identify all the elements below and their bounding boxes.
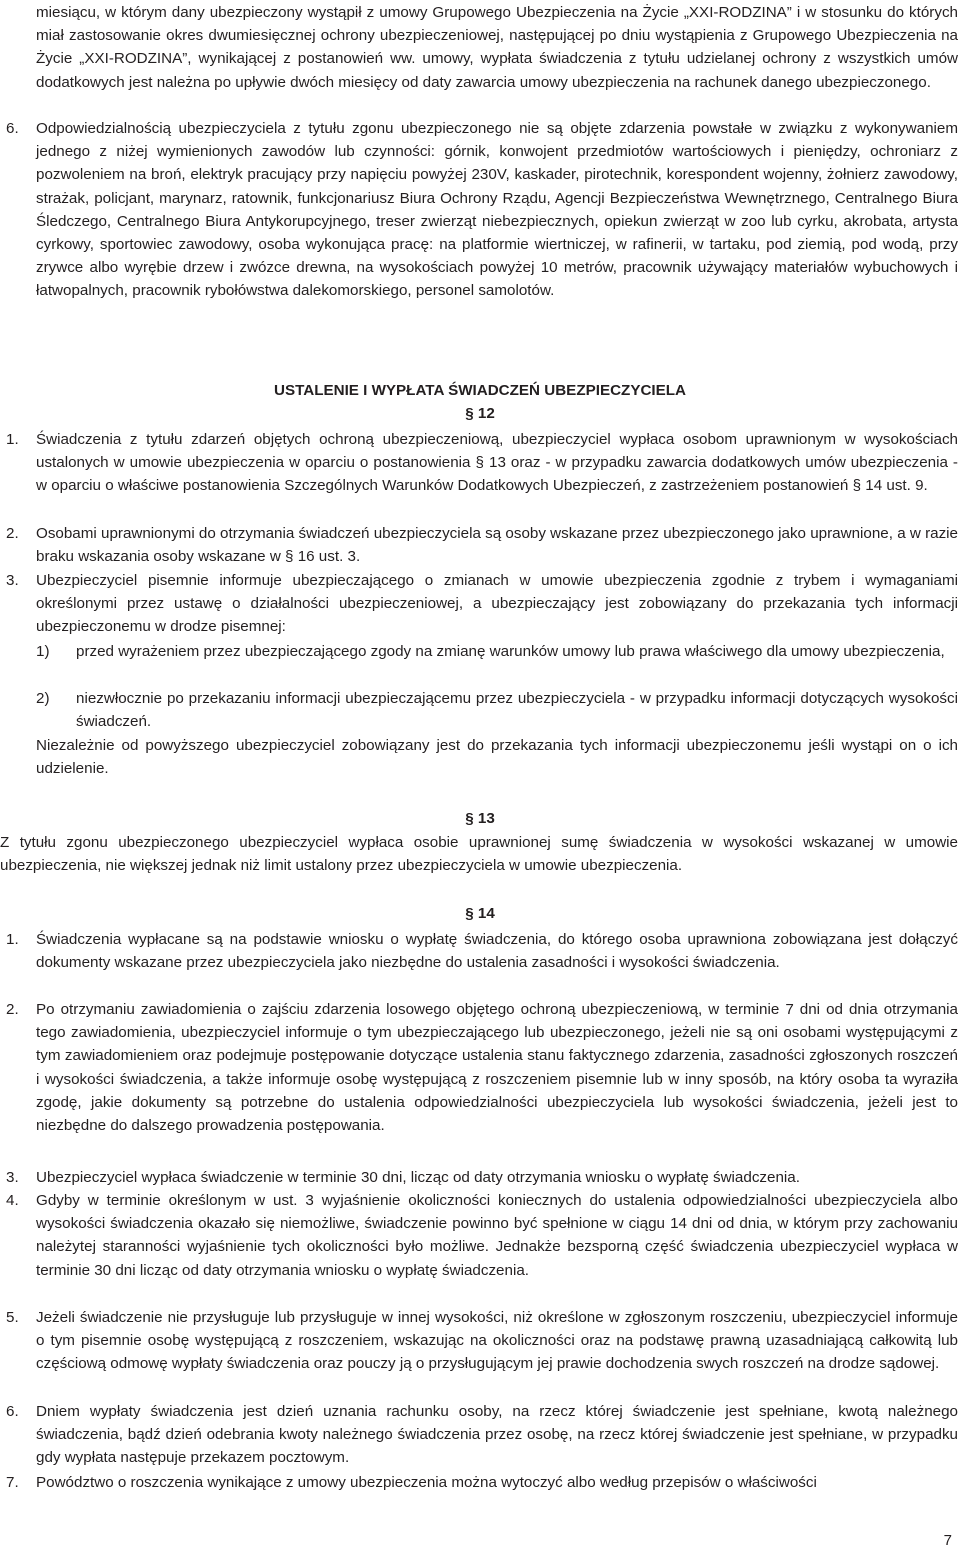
list-item-6 xyxy=(6,117,958,357)
item-text: Jeżeli świadczenie nie przysługuje lub przysługuje w innej wysokości, niż określone w zgłoszonym roszczeniu, ubezpieczyciel informuje o tym pisemnie osobę występującą z roszczeniem, wskazując na okoliczności oraz na podstawę prawną uzasadniającą całkowitą lub częściową odmowę wypłaty świadczenia oraz pouczy ją o przysługującym jej prawie dochodzenia swych roszczeń na drodze sądowej. xyxy=(36,1309,958,1373)
item-text: Ubezpieczyciel pisemnie informuje ubezpieczającego o zmianach w umowie ubezpieczenia zgodnie z trybem i wymaganiami określonymi przez ustawę o działalności ubezpieczeniowej, a ubezpieczający jest zobowiązany do przekazania tych informacji ubezpieczonemu w drodze pisemnej: xyxy=(36,572,958,636)
s14-item-6 xyxy=(6,1400,958,1472)
subitem-text: niezwłocznie po przekazaniu informacji ubezpieczającemu przez ubezpieczyciela - w przypadku informacji dotyczących wysokości świadczeń. xyxy=(76,690,958,731)
item-number: 3. xyxy=(6,572,19,589)
s14-item-3 xyxy=(6,1166,958,1190)
s14-item-1 xyxy=(6,928,958,1000)
s14-item-5 xyxy=(6,1306,958,1402)
item-text: Gdyby w terminie określonym w ust. 3 wyjaśnienie okoliczności koniecznych do ustalenia odpowiedzialności ubezpieczyciela albo wysokości świadczenia okazało się niemożliwe, świadczenie powinno być spełnione w ciągu 14 dni od dnia, w którym przy zachowaniu należytej staranności wyjaśnienie tych okoliczności było możliwe. Jednakże bezsporną część świadczenia ubezpieczyciel wypłaca w terminie 30 dni licząc od daty otrzymania wniosku o wypłatę świadczenia. xyxy=(36,1192,958,1279)
item-text: Osobami uprawnionymi do otrzymania świadczeń ubezpieczyciela są osoby wskazane przez ubezpieczonego jako uprawnione, a w razie braku wskazania osoby wskazane w § 16 ust. 3. xyxy=(36,525,958,566)
section-heading: USTALENIE I WYPŁATA ŚWIADCZEŃ UBEZPIECZYCIELA xyxy=(273,382,687,399)
paragraph-mark-12: § 12 xyxy=(465,405,495,422)
s12-subitem-2 xyxy=(36,687,958,735)
s12-item-3 xyxy=(6,569,958,641)
item-number: 2. xyxy=(6,1001,19,1018)
item-text: Odpowiedzialnością ubezpieczyciela z tytułu zgonu ubezpieczonego nie są objęte zdarzenia powstałe w związku z wykonywaniem jednego z niżej wymienionych zawodów lub czynności: górnik, konwojent przedmiotów wartościowych i pieniędzy, ochroniarz z pozwoleniem na broń, elektryk pracujący przy napięciu powyżej 230V, kaskader, pirotechnik, korespondent wojenny, żołnierz zawodowy, strażak, policjant, marynarz, ratownik, funkcjonariusz Biura Ochrony Rządu, Agencji Bezpieczeństwa Wewnętrznego, Centralnego Biura Śledczego, Centralnego Biura Antykorupcyjnego, treser zwierząt niebezpiecznych, opiekun zwierząt w zoo lub cyrku, akrobata, artysta cyrkowy, sportowiec zawodowy, osoba wykonująca pracę: na platformie wiertniczej, w rafinerii, w tartaku, pod ziemią, pod wodą, przy zrywce albo wyrębie drzew i zwózce drewna, na wysokościach powyżej 10 metrów, pracownik używający materiałów wybuchowych i łatwopalnych, pracownik rybołówstwa dalekomorskiego, personel samolotów. xyxy=(36,120,958,300)
item-number: 6. xyxy=(6,120,19,137)
item-text: Po otrzymaniu zawiadomienia o zajściu zdarzenia losowego objętego ochroną ubezpieczeniową, w terminie 7 dni od dnia otrzymania tego zawiadomienia, ubezpieczyciel informuje o tym ubezpieczającego lub ubezpieczonego, jeżeli nie są oni osobami występującymi z tym zawiadomieniem oraz podejmuje postępowanie dotyczące ustalenia stanu faktycznego zdarzenia, zasadności zgłoszonych roszczeń i wysokości świadczenia, a także informuje osobę występującą z roszczeniem pisemnie lub w inny sposób, na który osoba ta wyraziła zgodę, jakie dokumenty są potrzebne do ustalenia odpowiedzialności ubezpieczyciela lub wysokości świadczenia, jeżeli jest to niezbędne do dalszego prowadzenia postępowania. xyxy=(36,1001,958,1135)
closing-text: Niezależnie od powyższego ubezpieczyciel zobowiązany jest do przekazania tych informacji ubezpieczonemu jeśli wystąpi on o ich udzielenie. xyxy=(36,737,958,778)
subitem-number: 1) xyxy=(36,643,50,660)
item-number: 7. xyxy=(6,1474,19,1491)
s13-text: Z tytułu zgonu ubezpieczonego ubezpieczyciel wypłaca osobie uprawnionej sumę świadczenia w wysokości wskazanej w umowie ubezpieczenia, nie większej jednak niż limit ustalony przez ubezpieczyciela w umowie ubezpieczenia. xyxy=(0,834,958,875)
subitem-text: przed wyrażeniem przez ubezpieczającego zgody na zmianę warunków umowy lub prawa właściwego dla umowy ubezpieczenia, xyxy=(76,643,945,660)
s12-subitem-1 xyxy=(36,640,958,688)
item-text: Powództwo o roszczenia wynikające z umowy ubezpieczenia można wytoczyć albo według przepisów o właściwości xyxy=(36,1474,817,1491)
item-number: 1. xyxy=(6,931,19,948)
paragraph-text: miesiącu, w którym dany ubezpieczony wystąpił z umowy Grupowego Ubezpieczenia na Życie „XXI-RODZINA” i w stosunku do których miał zastosowanie okres dwumiesięcznej ochrony ubezpieczeniowej, następującej po dniu wystąpienia z Grupowego Ubezpieczenia na Życie „XXI-RODZINA”, wynikającej z postanowień ww. umowy, wypłata świadczenia z tytułu udzielanej ochrony z wszystkich umów dodatkowych jest należna po upływie dwóch miesięcy od daty zawarcia umowy ubezpieczenia na rachunek danego ubezpieczonego. xyxy=(36,4,958,91)
s12-closing xyxy=(36,734,958,782)
item-number: 5. xyxy=(6,1309,19,1326)
item-number: 4. xyxy=(6,1192,19,1209)
s14-item-4 xyxy=(6,1189,958,1307)
item-text: Dniem wypłaty świadczenia jest dzień uznania rachunku osoby, na rzecz której świadczenie jest spełniane, kwotą należnego świadczenia, bądź dzień odebrania kwoty należnego świadczenia przez osobę, na rzecz której świadczenie jest spełniane, w przypadku gdy wypłata następuje przekazem pocztowym. xyxy=(36,1403,958,1467)
item-text: Świadczenia wypłacane są na podstawie wniosku o wypłatę świadczenia, do którego osoba uprawniona zobowiązana jest dołączyć dokumenty wskazane przez ubezpieczyciela jako niezbędne do ustalenia zasadności i wysokości świadczenia. xyxy=(36,931,958,972)
item-number: 3. xyxy=(6,1169,19,1186)
s12-item-1 xyxy=(6,428,958,523)
s14-item-7 xyxy=(6,1471,958,1495)
continuation-paragraph xyxy=(0,1,958,117)
item-text: Świadczenia z tytułu zdarzeń objętych ochroną ubezpieczeniową, ubezpieczyciel wypłaca osobom uprawnionym w wysokościach ustalonych w umowie ubezpieczenia w oparciu o postanowienia § 13 oraz - w przypadku zawarcia dodatkowych umów ubezpieczenia - w oparciu o właściwe postanowienia Szczególnych Warunków Dodatkowych Ubezpieczeń, z zastrzeżeniem postanowień § 14 ust. 9. xyxy=(36,431,958,495)
paragraph-mark-13: § 13 xyxy=(465,810,495,827)
item-text: Ubezpieczyciel wypłaca świadczenie w terminie 30 dni, licząc od daty otrzymania wniosku o wypłatę świadczenia. xyxy=(36,1169,800,1186)
s14-item-2 xyxy=(6,998,958,1164)
page-number: 7 xyxy=(943,1532,952,1549)
item-number: 1. xyxy=(6,431,19,448)
paragraph-mark-14: § 14 xyxy=(465,905,495,922)
item-number: 6. xyxy=(6,1403,19,1420)
item-number: 2. xyxy=(6,525,19,542)
subitem-number: 2) xyxy=(36,690,50,707)
s12-item-2 xyxy=(6,522,958,570)
